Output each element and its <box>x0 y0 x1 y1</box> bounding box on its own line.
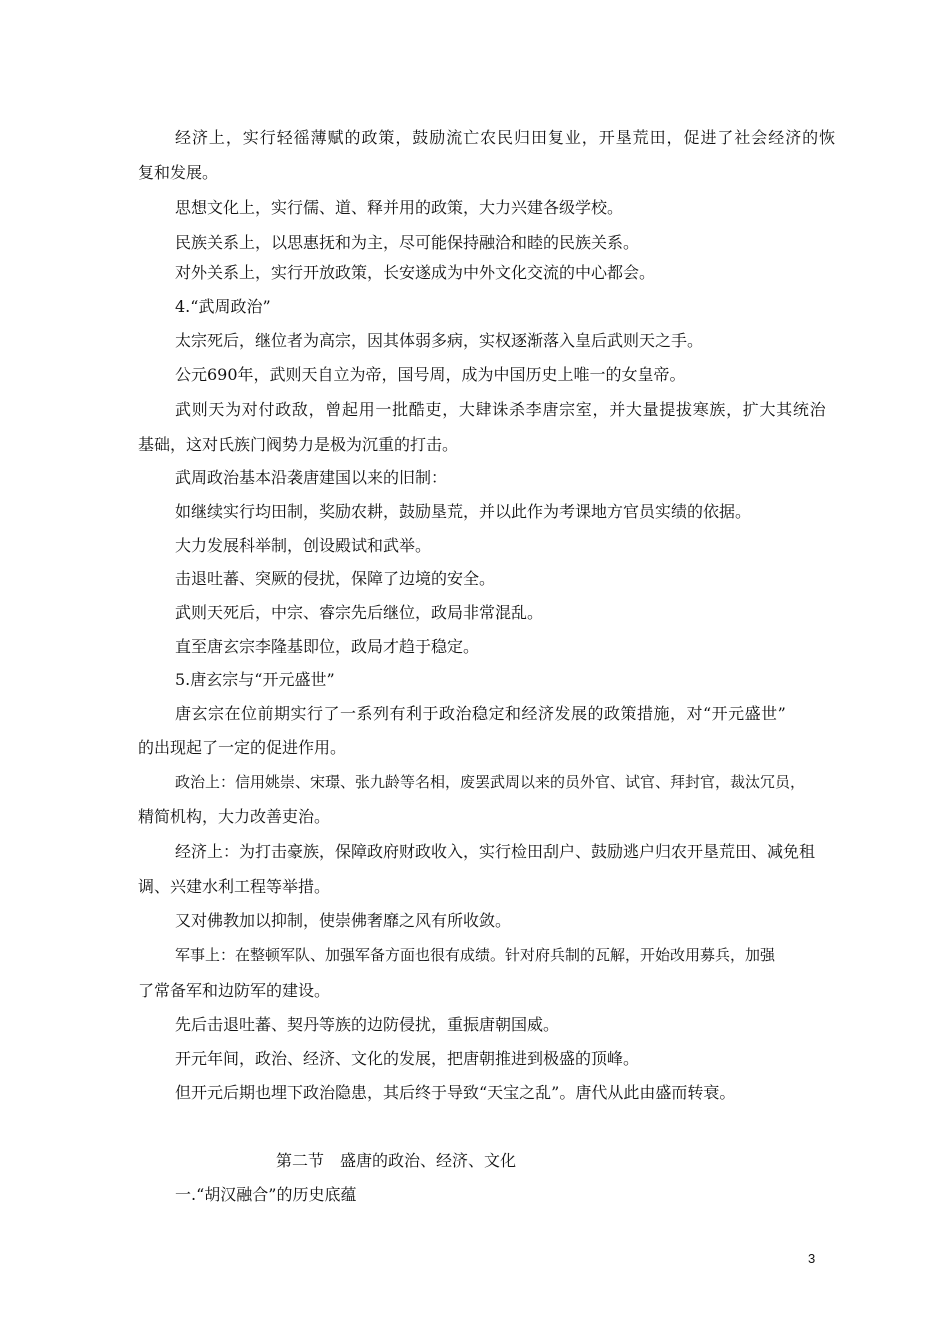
paragraph-line: 唐玄宗在位前期实行了一系列有利于政治稳定和经济发展的政策措施，对“开元盛世” <box>175 704 787 723</box>
paragraph-line: 公元690年，武则天自立为帝，国号周，成为中国历史上唯一的女皇帝。 <box>175 365 686 384</box>
paragraph-line: 思想文化上，实行儒、道、释并用的政策，大力兴建各级学校。 <box>175 198 624 217</box>
paragraph-line: 民族关系上，以思惠抚和为主，尽可能保持融洽和睦的民族关系。 <box>175 233 640 252</box>
paragraph-line: 太宗死后，继位者为高宗，因其体弱多病，实权逐渐落入皇后武则天之手。 <box>175 331 704 350</box>
chapter-section-title: 第二节 盛唐的政治、经济、文化 <box>276 1151 517 1170</box>
paragraph-line: 又对佛教加以抑制，使崇佛奢靡之风有所收敛。 <box>175 911 512 930</box>
paragraph-line: 精简机构，大力改善吏治。 <box>138 807 331 826</box>
paragraph-line: 大力发展科举制，创设殿试和武举。 <box>175 536 432 555</box>
paragraph-line: 政治上：信用姚崇、宋璟、张九龄等名相，废罢武周以来的员外官、试官、拜封官，裁汰冗员， <box>175 773 806 791</box>
paragraph-line: 基础，这对氏族门阀势力是极为沉重的打击。 <box>138 435 459 454</box>
paragraph-line: 武则天为对付政敌，曾起用一批酷吏，大肆诛杀李唐宗室，并大量提拔寒族，扩大其统治 <box>175 400 827 419</box>
paragraph-line: 对外关系上，实行开放政策，长安遂成为中外文化交流的中心都会。 <box>175 263 656 282</box>
paragraph-line: 先后击退吐蕃、契丹等族的边防侵扰，重振唐朝国威。 <box>175 1015 560 1034</box>
paragraph-line: 开元年间，政治、经济、文化的发展，把唐朝推进到极盛的顶峰。 <box>175 1049 640 1068</box>
paragraph-line: 的出现起了一定的促进作用。 <box>138 738 347 757</box>
section-heading: 5.唐玄宗与“开元盛世” <box>175 670 335 689</box>
paragraph-line: 武周政治基本沿袭唐建国以来的旧制： <box>175 468 448 487</box>
paragraph-line: 击退吐蕃、突厥的侵扰，保障了边境的安全。 <box>175 569 496 588</box>
section-heading: 一.“胡汉融合”的历史底蕴 <box>175 1185 357 1204</box>
paragraph-line: 经济上：为打击豪族，保障政府财政收入，实行检田刮户、鼓励逃户归农开垦荒田、减免租 <box>175 842 816 861</box>
paragraph-line: 复和发展。 <box>138 163 219 182</box>
page-number: 3 <box>808 1251 816 1266</box>
paragraph-line: 但开元后期也埋下政治隐患，其后终于导致“天宝之乱”。唐代从此由盛而转衰。 <box>175 1083 736 1102</box>
paragraph-line: 军事上：在整顿军队、加强军备方面也很有成绩。针对府兵制的瓦解，开始改用募兵，加强 <box>175 946 776 964</box>
paragraph-line: 了常备军和边防军的建设。 <box>138 981 331 1000</box>
paragraph-line: 直至唐玄宗李隆基即位，政局才趋于稳定。 <box>175 637 480 656</box>
section-heading: 4.“武周政治” <box>175 297 271 316</box>
paragraph-line: 武则天死后，中宗、睿宗先后继位，政局非常混乱。 <box>175 603 544 622</box>
paragraph-line: 如继续实行均田制，奖励农耕，鼓励垦荒，并以此作为考课地方官员实绩的依据。 <box>175 502 752 521</box>
paragraph-line: 调、兴建水利工程等举措。 <box>138 877 331 896</box>
paragraph-line: 经济上，实行轻徭薄赋的政策，鼓励流亡农民归田复业，开垦荒田，促进了社会经济的恢 <box>175 128 837 147</box>
